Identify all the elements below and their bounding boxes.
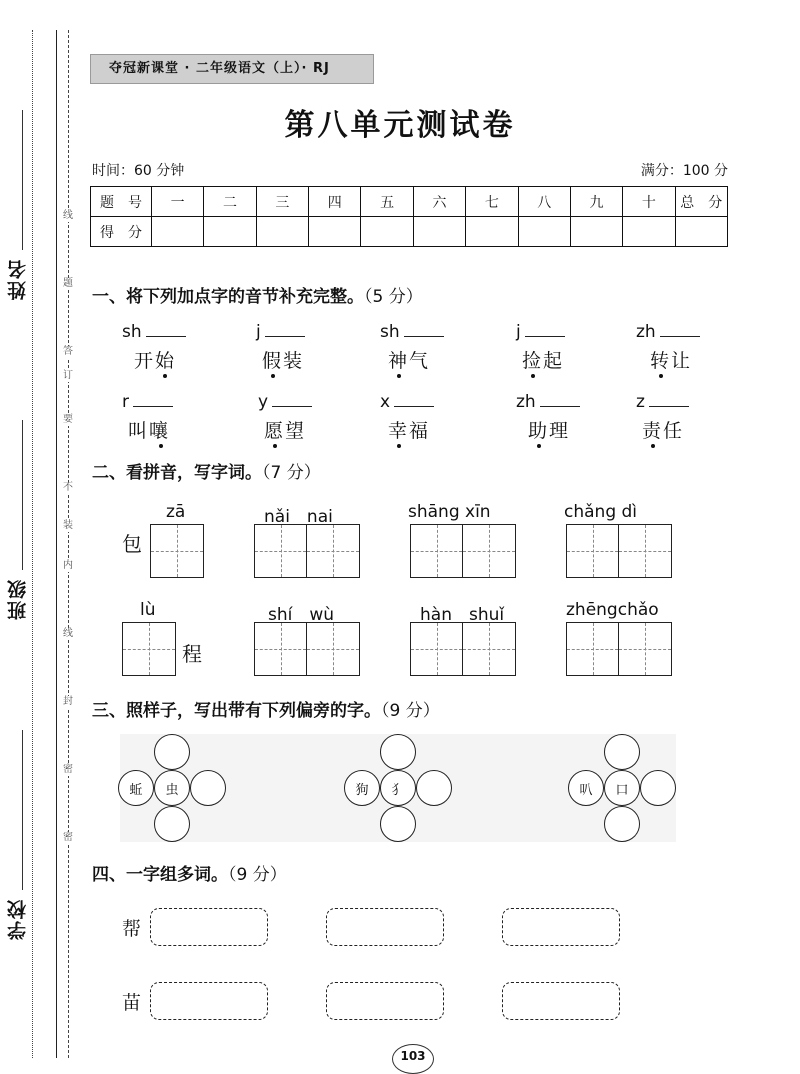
q4-char: 苗	[122, 992, 142, 1014]
q1-initial: r	[122, 392, 129, 412]
score-input-cell[interactable]	[623, 217, 675, 247]
q2-pinyin: shāng xīn	[408, 502, 491, 522]
margin-dotted-line	[32, 30, 33, 1058]
q1-answer-blank[interactable]	[660, 322, 700, 337]
table-cell: 总 分	[675, 187, 727, 217]
emphasis-dot	[651, 444, 655, 448]
q1-word: 叫嚷	[128, 420, 171, 442]
q1-points: （5 分）	[364, 287, 423, 307]
score-table	[90, 186, 728, 247]
page-title: 第八单元测试卷	[284, 108, 516, 143]
q1-answer-blank[interactable]	[265, 322, 305, 337]
name-label: 姓名	[7, 258, 29, 300]
emphasis-dot	[271, 374, 275, 378]
q2-title-text: 二、看拼音，写字词。	[92, 463, 262, 483]
school-label: 学校	[7, 898, 29, 940]
score-input-cell[interactable]	[570, 217, 622, 247]
q1-word: 责任	[642, 420, 685, 442]
q1-initial: x	[380, 392, 391, 412]
q1-word: 假装	[262, 350, 305, 372]
time-limit: 时间：60 分钟	[92, 163, 185, 179]
q1-item	[380, 322, 500, 373]
q1-item	[516, 392, 636, 443]
flower-petal-blank[interactable]	[640, 770, 676, 806]
score-input-cell[interactable]	[256, 217, 308, 247]
q1-initial: z	[636, 392, 645, 412]
flower-petal-blank[interactable]	[154, 734, 190, 770]
q1-initial: zh	[516, 392, 536, 412]
q1-word: 愿望	[264, 420, 307, 442]
table-cell: 七	[466, 187, 518, 217]
class-blank	[22, 420, 24, 570]
seal-char: 订	[63, 370, 73, 381]
book-series-banner: 夺冠新课堂 · 二年级语文（上）· RJ	[90, 54, 374, 84]
seal-char: 线	[63, 628, 73, 639]
flower-petal-blank[interactable]	[190, 770, 226, 806]
q2-writing-box[interactable]	[410, 622, 516, 676]
emphasis-dot	[397, 444, 401, 448]
q2-pinyin: shí wù	[268, 605, 335, 625]
emphasis-dot	[163, 374, 167, 378]
emphasis-dot	[537, 444, 541, 448]
flower-center-radical: 虫	[154, 770, 190, 806]
seal-char: 答	[63, 346, 73, 357]
word-answer-box[interactable]	[150, 908, 268, 946]
q3-title-text: 三、照样子，写出带有下列偏旁的字。	[92, 701, 381, 721]
q2-writing-box[interactable]	[254, 622, 360, 676]
q2-pinyin: zā	[166, 502, 186, 522]
full-score: 满分：100 分	[640, 163, 728, 179]
flower-petal-example: 叭	[568, 770, 604, 806]
q1-item	[636, 322, 756, 373]
table-cell: 六	[413, 187, 465, 217]
q1-item	[636, 392, 756, 443]
q1-initial: sh	[122, 322, 142, 342]
flower-petal-example: 蚯	[118, 770, 154, 806]
q4-title-text: 四、一字组多词。	[92, 865, 228, 885]
table-cell: 二	[204, 187, 256, 217]
table-cell: 题 号	[91, 187, 152, 217]
score-input-cell[interactable]	[152, 217, 204, 247]
q1-item	[256, 322, 376, 373]
q2-writing-box[interactable]	[410, 524, 516, 578]
word-answer-box[interactable]	[326, 982, 444, 1020]
q1-initial: j	[516, 322, 521, 342]
q2-writing-box[interactable]	[566, 524, 672, 578]
q4-title	[92, 860, 287, 885]
score-table-header-row	[91, 187, 728, 217]
q2-writing-box[interactable]	[150, 524, 204, 578]
seal-char: 线	[63, 210, 73, 221]
table-cell: 三	[256, 187, 308, 217]
q1-answer-blank[interactable]	[540, 392, 580, 407]
flower-petal-blank[interactable]	[416, 770, 452, 806]
score-table-score-row	[91, 217, 728, 247]
q2-pinyin: nǎi nai	[264, 507, 333, 527]
q1-item	[258, 392, 378, 443]
score-input-cell[interactable]	[466, 217, 518, 247]
seal-char: 要	[63, 414, 73, 425]
q3-points: （9 分）	[381, 701, 440, 721]
table-cell: 九	[570, 187, 622, 217]
q1-answer-blank[interactable]	[146, 322, 186, 337]
q1-answer-blank[interactable]	[525, 322, 565, 337]
emphasis-dot	[531, 374, 535, 378]
table-cell: 十	[623, 187, 675, 217]
q2-pinyin: lù	[140, 600, 156, 620]
score-input-cell[interactable]	[361, 217, 413, 247]
seal-char: 封	[63, 696, 73, 707]
q1-answer-blank[interactable]	[404, 322, 444, 337]
school-blank	[22, 730, 24, 890]
score-input-cell[interactable]	[413, 217, 465, 247]
score-input-cell[interactable]	[309, 217, 361, 247]
score-input-cell[interactable]	[204, 217, 256, 247]
flower-center-radical: 口	[604, 770, 640, 806]
q2-title	[92, 458, 321, 483]
q2-writing-box[interactable]	[122, 622, 176, 676]
emphasis-dot	[659, 374, 663, 378]
seal-char: 内	[63, 560, 73, 571]
seal-char: 题	[63, 278, 73, 289]
emphasis-dot	[273, 444, 277, 448]
q1-initial: j	[256, 322, 261, 342]
seal-char: 密	[63, 832, 73, 843]
q1-word: 捡起	[522, 350, 565, 372]
q1-word: 转让	[650, 350, 693, 372]
q1-item	[380, 392, 500, 443]
q1-item	[122, 322, 242, 373]
q2-pinyin: chǎng dì	[564, 502, 638, 522]
score-input-cell[interactable]	[518, 217, 570, 247]
q2-points: （7 分）	[262, 463, 321, 483]
q1-answer-blank[interactable]	[394, 392, 434, 407]
score-input-cell[interactable]	[675, 217, 727, 247]
q2-writing-box[interactable]	[254, 524, 360, 578]
q1-answer-blank[interactable]	[272, 392, 312, 407]
word-answer-box[interactable]	[502, 982, 620, 1020]
table-cell: 一	[152, 187, 204, 217]
flower-petal-blank[interactable]	[154, 806, 190, 842]
q2-pinyin: zhēngchǎo	[566, 600, 659, 620]
page-number: 103	[392, 1044, 434, 1074]
word-answer-box[interactable]	[326, 908, 444, 946]
q2-given-char: 包	[122, 532, 142, 556]
table-cell: 四	[309, 187, 361, 217]
q4-char: 帮	[122, 918, 142, 940]
q1-item	[122, 392, 242, 443]
class-label: 班级	[7, 578, 29, 620]
flower-petal-example: 狗	[344, 770, 380, 806]
q1-word: 开始	[134, 350, 177, 372]
q1-initial: zh	[636, 322, 656, 342]
q1-answer-blank[interactable]	[133, 392, 173, 407]
q1-word: 幸福	[388, 420, 431, 442]
word-answer-box[interactable]	[150, 982, 268, 1020]
q1-initial: sh	[380, 322, 400, 342]
q4-points: （9 分）	[228, 865, 287, 885]
seal-char: 密	[63, 764, 73, 775]
q1-answer-blank[interactable]	[649, 392, 689, 407]
seal-char: 不	[63, 482, 73, 493]
emphasis-dot	[397, 374, 401, 378]
word-answer-box[interactable]	[502, 908, 620, 946]
q2-given-char: 程	[182, 642, 202, 666]
margin-solid-line	[56, 30, 57, 1058]
emphasis-dot	[159, 444, 163, 448]
q2-pinyin: hàn shuǐ	[420, 605, 505, 625]
table-cell: 得 分	[91, 217, 152, 247]
q2-writing-box[interactable]	[566, 622, 672, 676]
table-cell: 五	[361, 187, 413, 217]
q1-title	[92, 282, 423, 307]
q3-title	[92, 696, 440, 721]
q1-title-text: 一、将下列加点字的音节补充完整。	[92, 287, 364, 307]
q1-initial: y	[258, 392, 269, 412]
flower-petal-blank[interactable]	[604, 734, 640, 770]
q1-word: 神气	[388, 350, 431, 372]
q1-item	[516, 322, 636, 373]
seal-char: 装	[63, 520, 73, 531]
flower-petal-blank[interactable]	[380, 806, 416, 842]
flower-petal-blank[interactable]	[604, 806, 640, 842]
flower-petal-blank[interactable]	[380, 734, 416, 770]
q1-word: 助理	[528, 420, 571, 442]
flower-center-radical: 犭	[380, 770, 416, 806]
margin-seal-line	[68, 30, 69, 1058]
table-cell: 八	[518, 187, 570, 217]
